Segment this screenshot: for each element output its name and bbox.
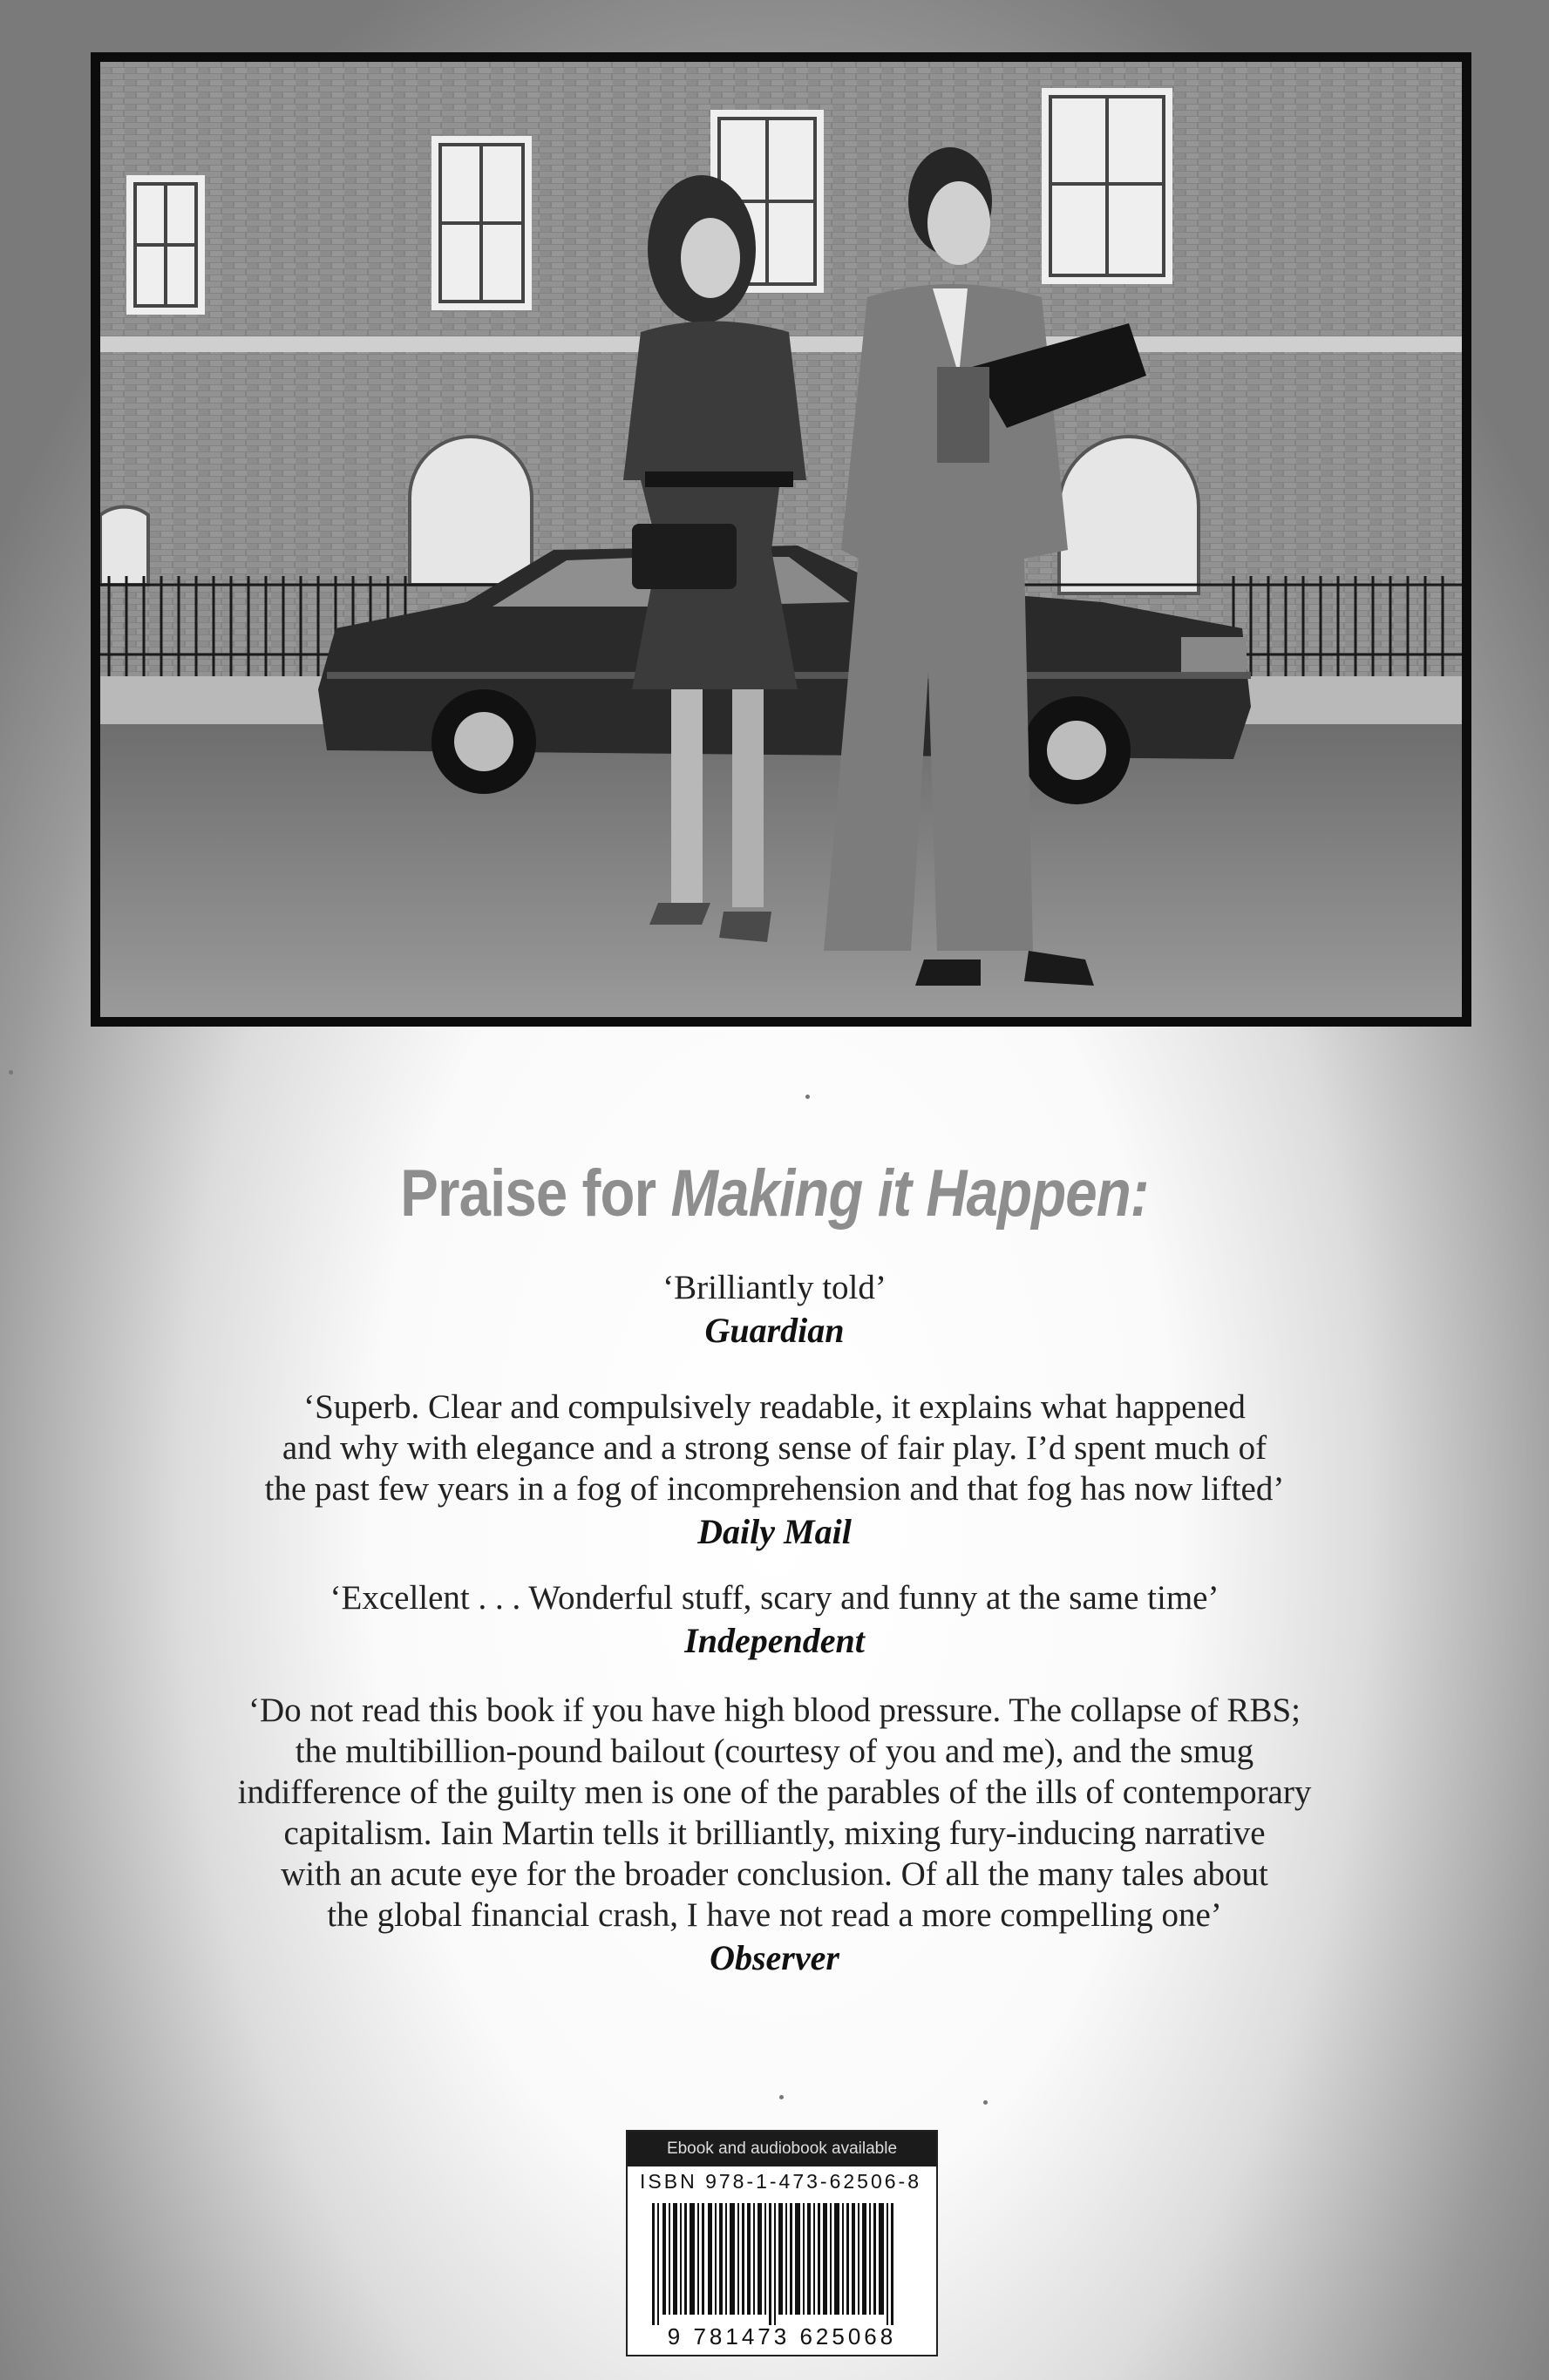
quote-block (0, 1577, 1549, 1664)
praise-heading (108, 1156, 1440, 1231)
quote-block (0, 1690, 1549, 1981)
praise-quotes (0, 1267, 1549, 2000)
book-title: Making it Happen: (670, 1156, 1149, 1231)
quote-line: ‘Excellent . . . Wonderful stuff, scary and funny at the same time’ (330, 1579, 1219, 1617)
quote-block (0, 1267, 1549, 1353)
print-speck (9, 1070, 13, 1075)
quote-source: Observer (710, 1938, 839, 1977)
quote-line: the multibillion-pound bailout (courtesy of you and me), and the smug (295, 1732, 1254, 1770)
print-speck (805, 1095, 810, 1099)
quote-block (0, 1387, 1549, 1555)
quote-line: capitalism. Iain Martin tells it brilliantly, mixing fury-inducing narrative (283, 1814, 1266, 1852)
quote-source: Independent (684, 1621, 865, 1660)
cover-photograph (91, 52, 1471, 1027)
quote-line: the global financial crash, I have not read a more compelling one’ (327, 1896, 1222, 1934)
quote-line: and why with elegance and a strong sense of fair play. I’d spent much of (282, 1429, 1267, 1467)
quote-line: ‘Superb. Clear and compulsively readable, it explains what happened (303, 1388, 1246, 1426)
availability-banner: Ebook and audiobook available (628, 2132, 936, 2166)
print-speck (779, 2095, 784, 2099)
quote-line: ‘Brilliantly told’ (662, 1269, 887, 1306)
quote-line: the past few years in a fog of incomprehension and that fog has now lifted’ (264, 1470, 1285, 1508)
barcode-icon (636, 2203, 927, 2349)
isbn-barcode-box (626, 2130, 938, 2356)
isbn-number: ISBN 978-1-473-62506-8 (640, 2170, 921, 2193)
quote-line: with an acute eye for the broader conclusion. Of all the many tales about (281, 1855, 1268, 1893)
quote-source: Guardian (704, 1311, 845, 1350)
quote-source: Daily Mail (697, 1512, 852, 1551)
quote-line: indifference of the guilty men is one of the parables of the ills of contemporary (237, 1773, 1312, 1811)
street-scene-photo (100, 62, 1462, 1017)
barcode-digits: 9 781473 625068 (667, 2323, 897, 2349)
quote-line: ‘Do not read this book if you have high blood pressure. The collapse of RBS; (248, 1692, 1301, 1729)
print-speck (983, 2100, 988, 2105)
heading-prefix: Praise for (400, 1156, 671, 1231)
barcode-graphic (636, 2203, 927, 2349)
